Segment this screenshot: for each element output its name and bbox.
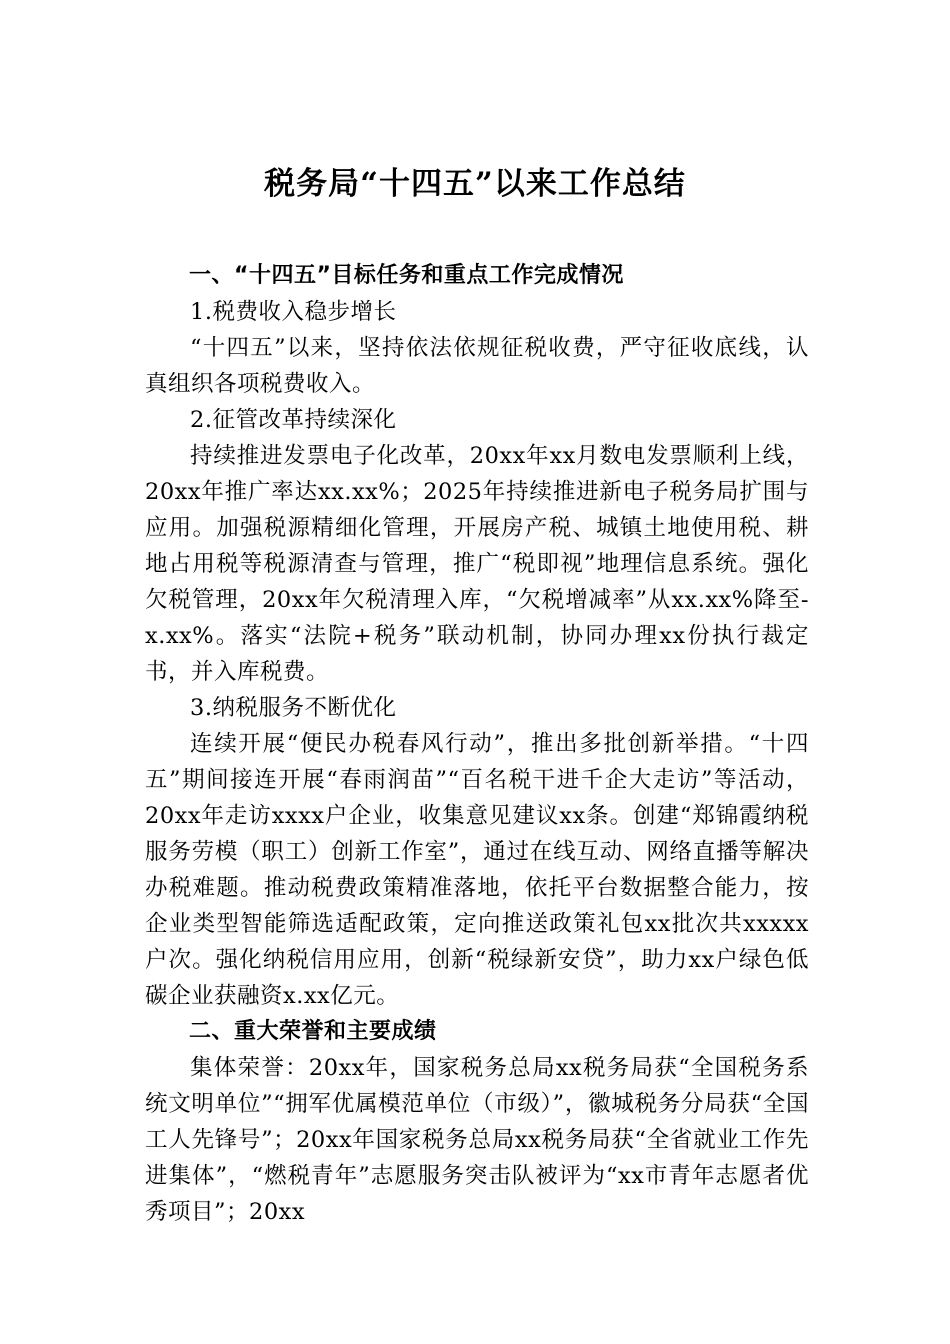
document-title: 税务局“十四五”以来工作总结 (264, 166, 686, 202)
paragraph-3: 连续开展“便民办税春风行动”，推出多批创新举措。“十四五”期间接连开展“春雨润苗”“百名税干进千企大走访”等活动，20xx年走访xxxx户企业，收集意见建议xx条。创建“郑锦霞纳税服务劳模（职工）创新工作室”，通过在线互动、网络直播等解决办税难题。推动税费政策精准落地，依托平台数据整合能力，按企业类型智能筛选适配政策，定向推送政策礼包xx批次共xxxxx户次。强化纳税信用应用，创新“税绿新安贷”，助力xx户绿色低碳企业获融资x.xx亿元。 (145, 731, 809, 1009)
subheading-1: 1.税费收入稳步增长 (190, 299, 397, 325)
paragraph-1: “十四五”以来，坚持依法依规征税收费，严守征收底线，认真组织各项税费收入。 (145, 335, 809, 397)
paragraph-2: 持续推进发票电子化改革，20xx年xx月数电发票顺利上线，20xx年推广率达xx.xx%；2025年持续推进新电子税务局扩围与应用。加强税源精细化管理，开展房产税、城镇土地使用税、耕地占用税等税源清查与管理，推广“税即视”地理信息系统。强化欠税管理，20xx年欠税清理入库，“欠税增减率”从xx.xx%降至-x.xx%。落实“法院+税务”联动机制，协同办理xx份执行裁定书，并入库税费。 (145, 443, 809, 685)
subheading-3: 3.纳税服务不断优化 (190, 695, 397, 721)
paragraph-4: 集体荣誉：20xx年，国家税务总局xx税务局获“全国税务系统文明单位”“拥军优属模范单位（市级）”，徽城税务分局获“全国工人先锋号”；20xx年国家税务总局xx税务局获“全省就业工作先进集体”，“燃税青年”志愿服务突击队被评为“xx市青年志愿者优秀项目”；20xx (145, 1055, 809, 1225)
document-body (145, 258, 809, 1230)
subheading-2: 2.征管改革持续深化 (190, 407, 397, 433)
section-heading-2: 二、重大荣誉和主要成绩 (189, 1019, 437, 1044)
section-heading-1: 一、“十四五”目标任务和重点工作完成情况 (189, 263, 624, 288)
